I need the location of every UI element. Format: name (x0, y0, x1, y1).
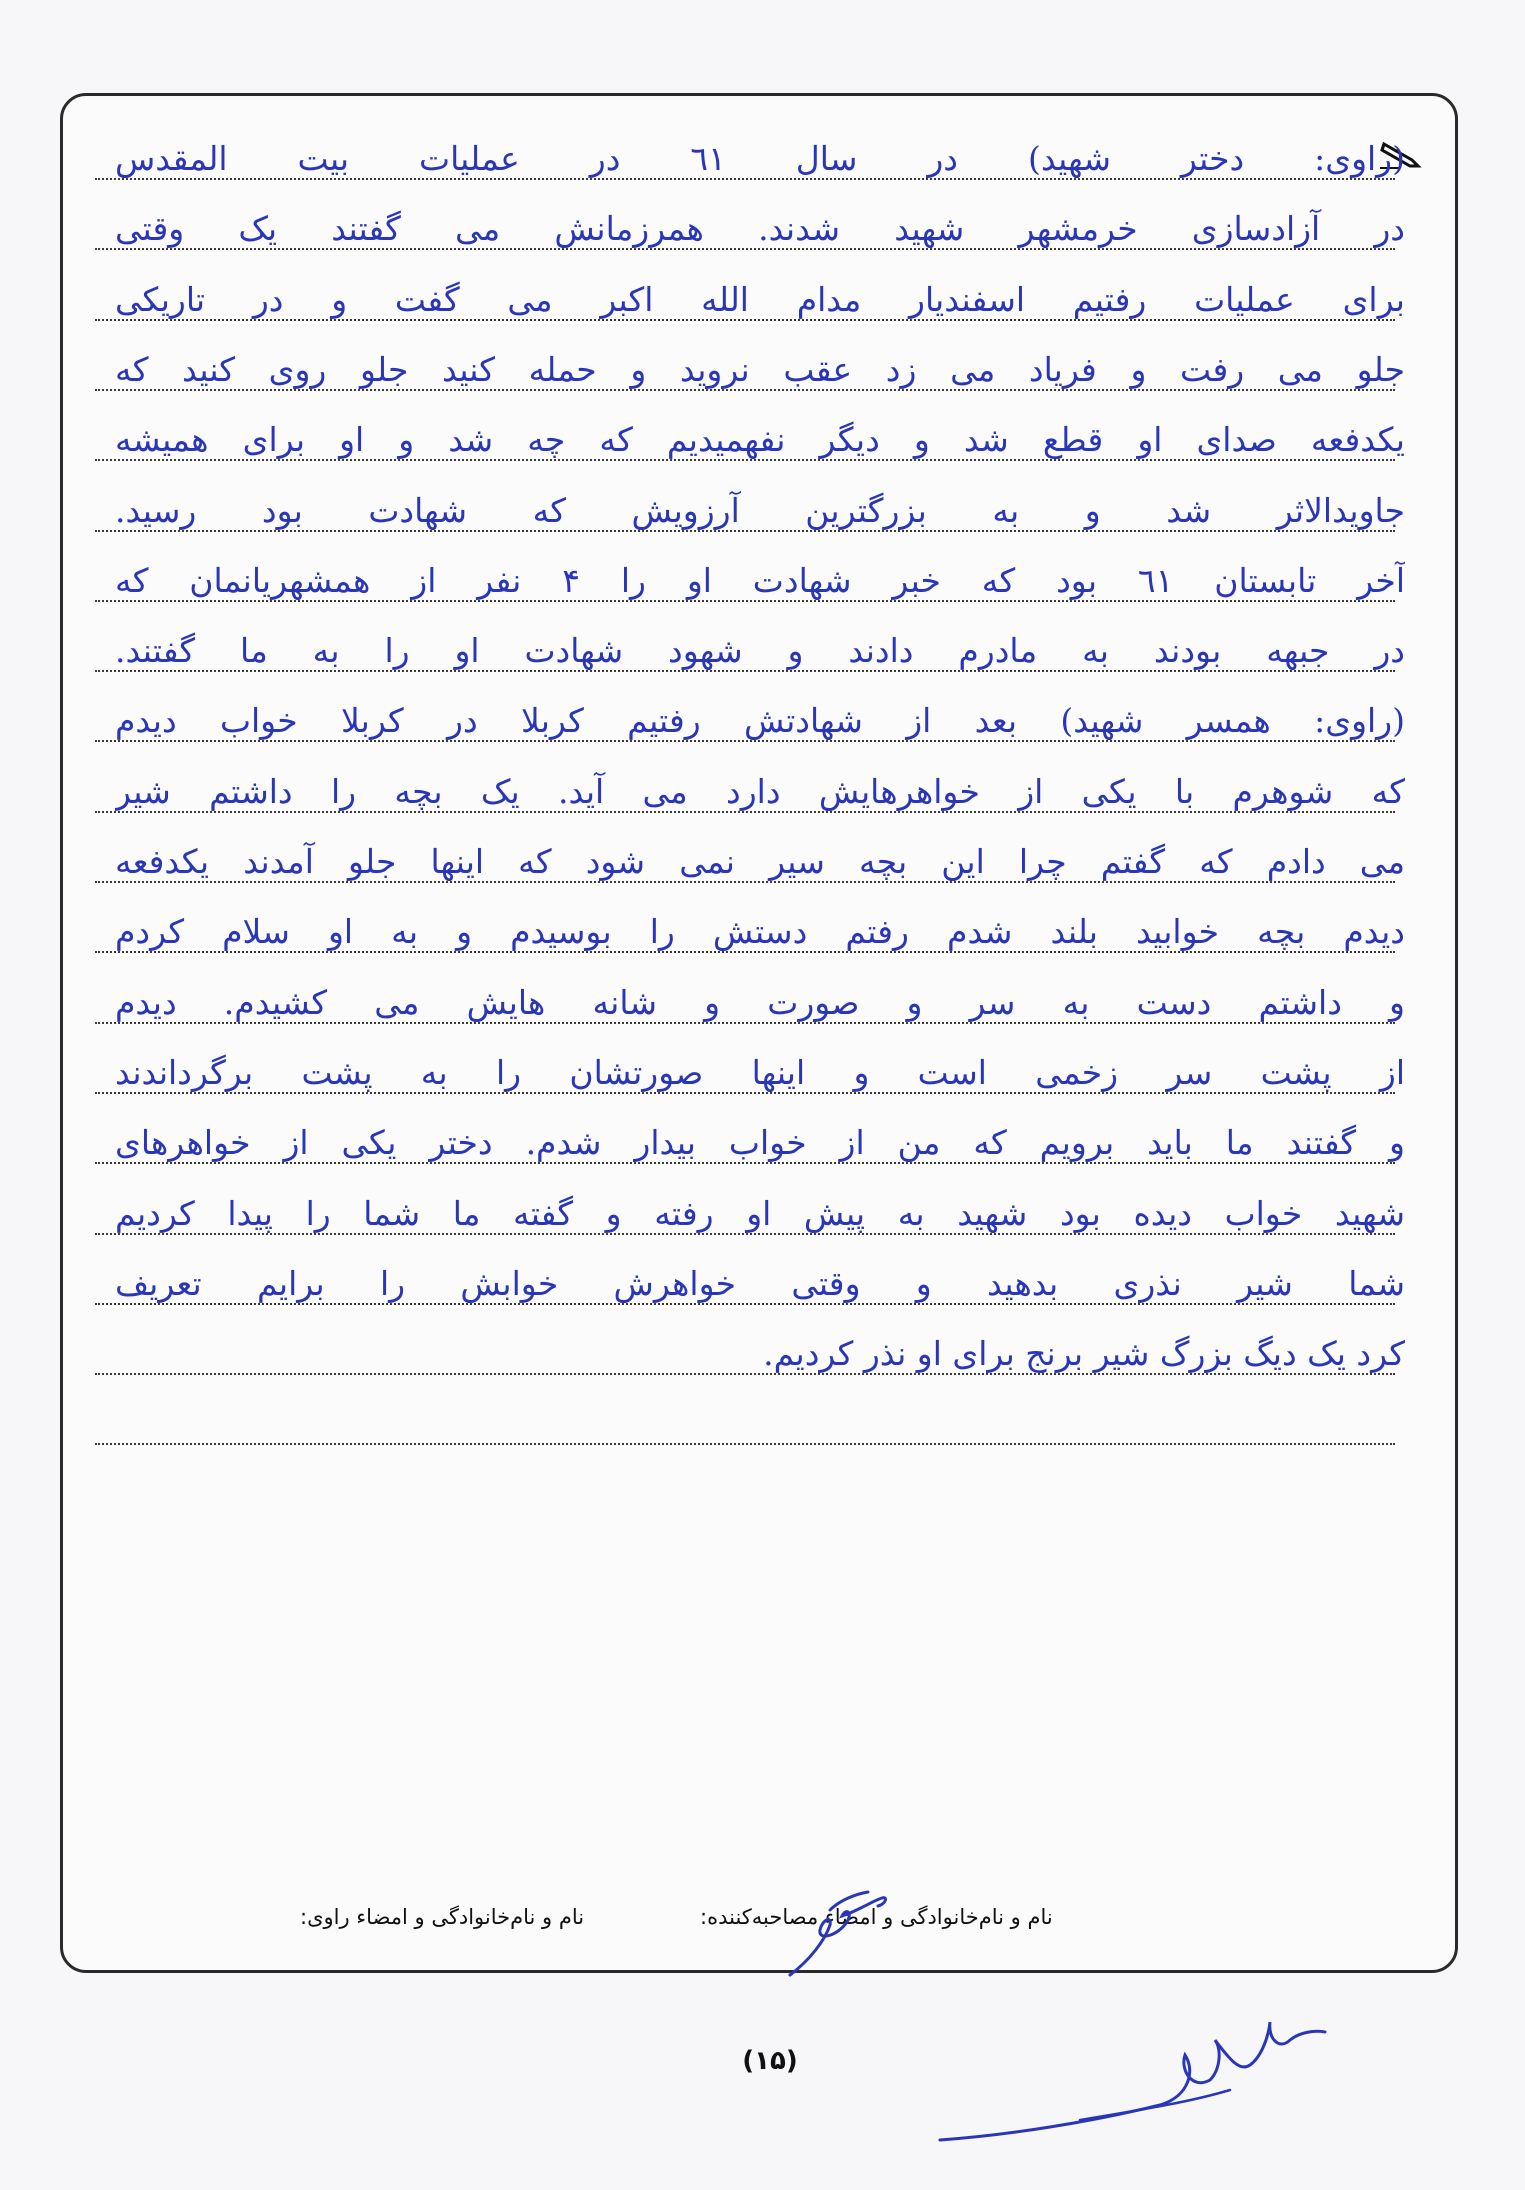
narrator-signature-label: نام و نام‌خانوادگی و امضاء راوی: (300, 1905, 585, 1929)
handwritten-line: جلو می رفت و فریاد می زد عقب نروید و حمله کنید جلو روی کنید که (115, 350, 1405, 389)
ruled-line (95, 1443, 1395, 1445)
handwritten-line: و گفتند ما باید برویم که من از خواب بیدار شدم. دختر یکی از خواهرهای (115, 1123, 1405, 1162)
handwritten-line: می دادم که گفتم چرا این بچه سیر نمی شود که اینها جلو آمدند یکدفعه (115, 842, 1405, 881)
handwritten-line: (راوی: دختر شهید) در سال ٦١ در عملیات بیت المقدس (115, 139, 1405, 178)
interviewer-signature (770, 1880, 910, 1990)
handwritten-line: شهید خواب دیده بود شهید به پیش او رفته و گفته ما شما را پیدا کردیم (115, 1194, 1405, 1233)
narrator-signature (930, 2010, 1330, 2160)
handwritten-line: برای عملیات رفتیم اسفندیار مدام الله اکبر می گفت و در تاریکی (115, 280, 1405, 319)
handwritten-line: آخر تابستان ٦١ بود که خبر شهادت او را ۴ نفر از همشهریانمان که (115, 561, 1405, 600)
handwritten-line: دیدم بچه خوابید بلند شدم رفتم دستش را بوسیدم و به او سلام کردم (115, 912, 1405, 951)
interviewer-signature-label: نام و نام‌خانوادگی و امضاء مصاحبه‌کننده: (700, 1905, 1053, 1929)
handwritten-line: که شوهرم با یکی از خواهرهایش دارد می آید. یک بچه را داشتم شیر (115, 772, 1405, 811)
handwritten-line: جاویدالاثر شد و به بزرگترین آرزویش که شهادت بود رسید. (115, 491, 1405, 530)
handwritten-line: شما شیر نذری بدهید و وقتی خواهرش خوابش را برایم تعریف (115, 1264, 1405, 1303)
page-number: (۱۵) (742, 2046, 798, 2076)
handwritten-line: در جبهه بودند به مادرم دادند و شهود شهادت او را به ما گفتند. (115, 631, 1405, 670)
handwritten-line: از پشت سر زخمی است و اینها صورتشان را به پشت برگرداندند (115, 1053, 1405, 1092)
handwritten-line: یکدفعه صدای او قطع شد و دیگر نفهمیدیم که چه شد و او برای همیشه (115, 420, 1405, 459)
handwritten-line: و داشتم دست به سر و صورت و شانه هایش می کشیدم. دیدم (115, 983, 1405, 1022)
handwritten-line: کرد یک دیگ بزرگ شیر برنج برای او نذر کردیم. (763, 1334, 1405, 1373)
handwritten-line: در آزادسازی خرمشهر شهید شدند. همرزمانش می گفتند یک وقتی (115, 209, 1405, 248)
handwritten-line: (راوی: همسر شهید) بعد از شهادتش رفتیم کربلا در کربلا خواب دیدم (115, 701, 1405, 740)
